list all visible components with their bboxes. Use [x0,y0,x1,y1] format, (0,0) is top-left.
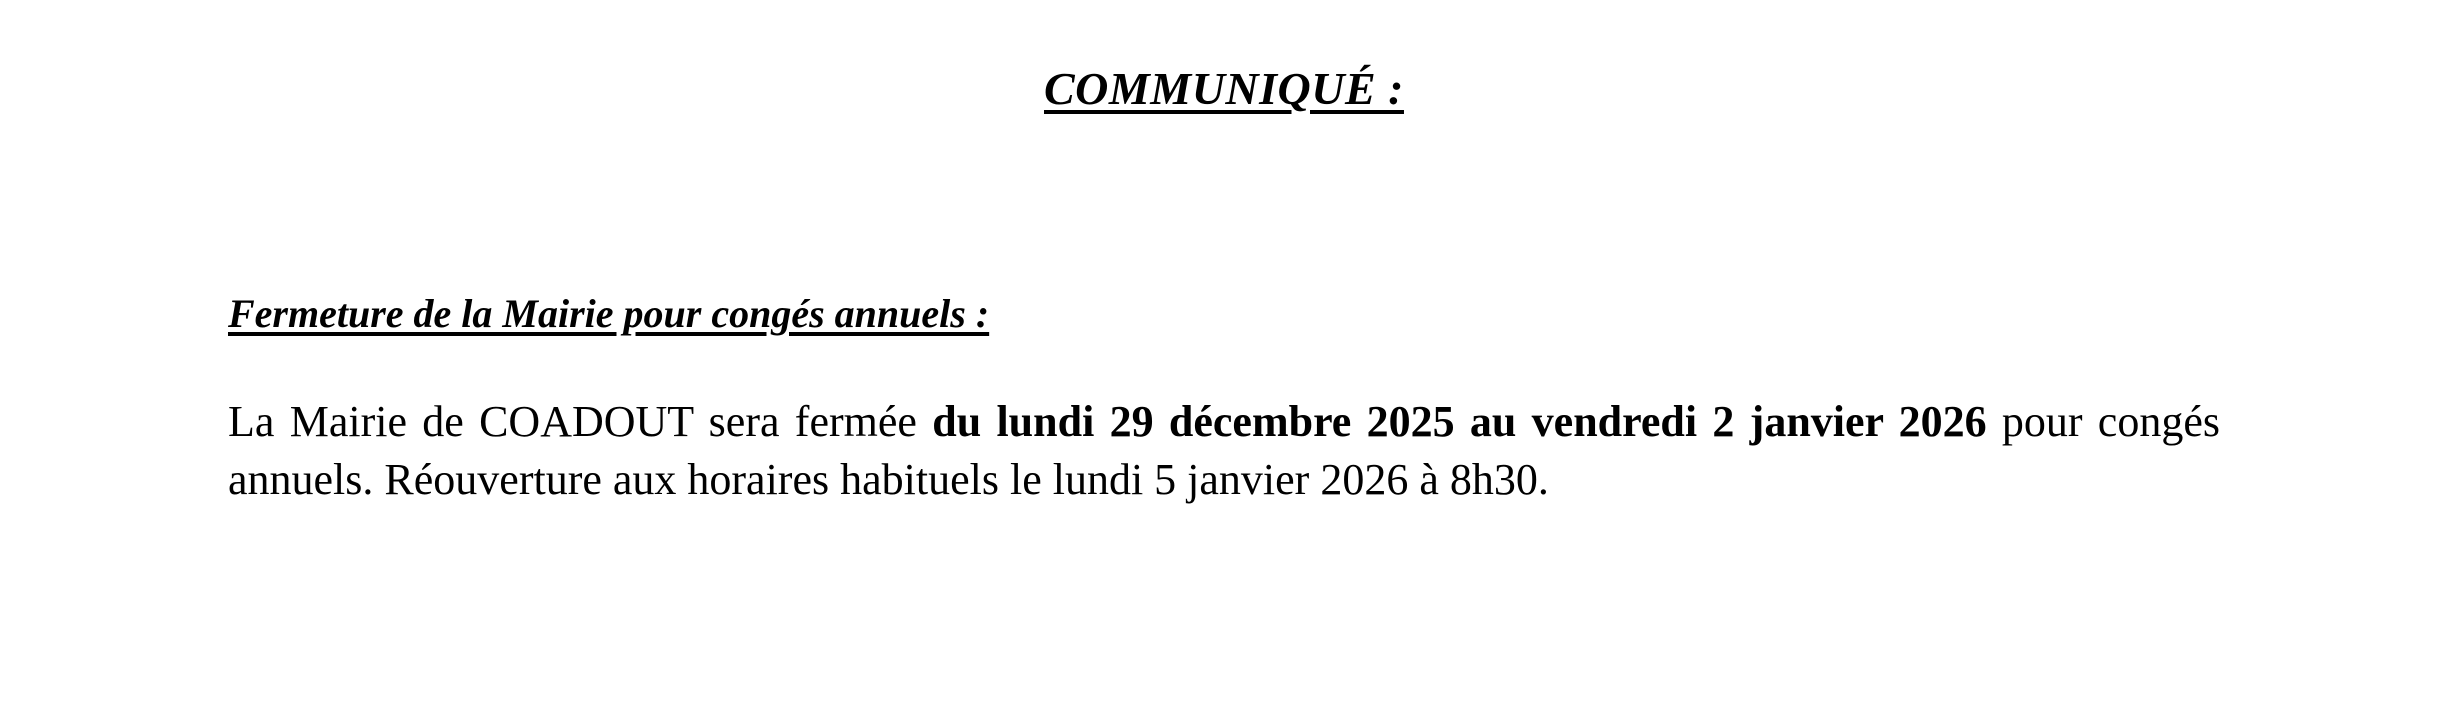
paragraph-part-two: pour congés annuels. Réouverture aux horaires habituels le lundi 5 janvier 2026 à 8h30. [228,397,2220,505]
closure-dates-bold: du lundi 29 décembre 2025 au vendredi 2 janvier 2026 [932,397,1987,446]
document-body [228,290,2220,509]
section-heading: Fermeture de la Mairie pour congés annuels : [228,291,990,336]
paragraph-part-one: La Mairie de COADOUT sera fermée [228,397,933,446]
announcement-paragraph [228,337,2220,509]
page-title: COMMUNIQUÉ : [1044,63,1404,114]
